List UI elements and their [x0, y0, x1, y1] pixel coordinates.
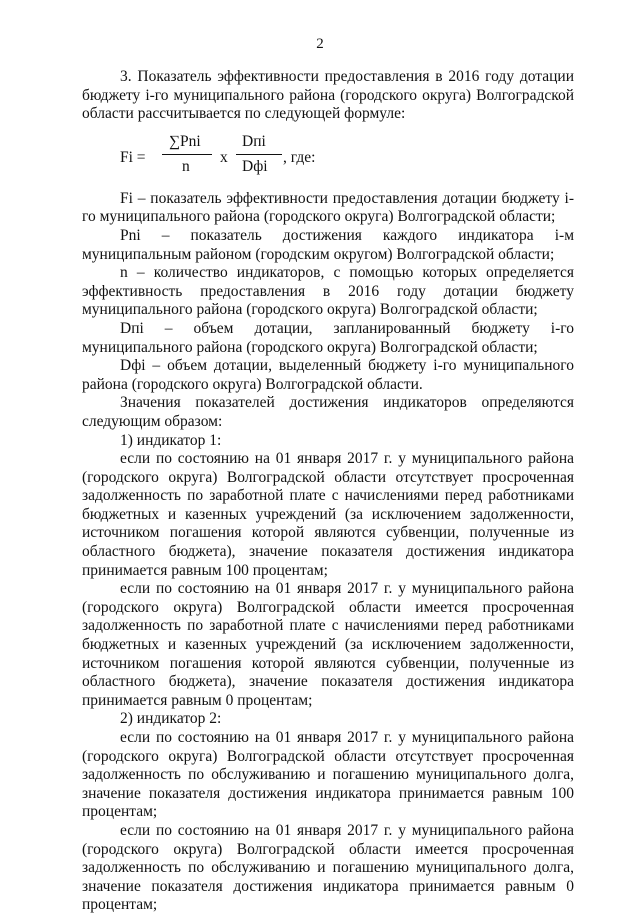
indicator-2-case-b: если по состоянию на 01 января 2017 г. у муниципального района (городского округа) Волгоградской области имеется просроченная задолженность по обслуживанию и погашению муниципального долга, значение показателя достижения индикатора принимается равным 0 процентам; — [82, 821, 574, 914]
definition-dp: Dпi – объем дотации, запланированный бюджету i-го муниципального района (городского округа) Волгоградской области; — [82, 319, 574, 356]
indicator-1-case-b: если по состоянию на 01 января 2017 г. у муниципального района (городского округа) Волгоградской области имеется просроченная задолженность по заработной плате с начислениями перед работниками бюджетных и казенных учреждений (за исключением задолженности, источником погашения которой являются субвенции, полученные из областного бюджета), значение показателя достижения индикатора принимается равным 0 процентам; — [82, 580, 574, 709]
paragraph-intro: 3. Показатель эффективности предоставления в 2016 году дотации бюджету i-го муниципального района (городского округа) Волгоградской области рассчитывается по следующей формуле: — [82, 68, 574, 123]
indicator-2-case-a: если по состоянию на 01 января 2017 г. у муниципального района (городского округа) Волгоградской области отсутствует просроченная задолженность по обслуживанию и погашению муниципального долга, значение показателя достижения индикатора принимается равным 100 процентам; — [82, 729, 574, 821]
definition-f: Fi – показатель эффективности предоставления дотации бюджету i-го муниципального района (городского округа) Волгоградской области; — [82, 189, 574, 226]
formula-denominator-2: Dфi — [242, 157, 268, 175]
formula-lhs: Fi = — [120, 148, 146, 166]
definition-pn: Pni – показатель достижения каждого индикатора i-м муниципальным районом (городским округом) Волгоградской области; — [82, 226, 574, 263]
indicator-1-case-a: если по состоянию на 01 января 2017 г. у муниципального района (городского округа) Волгоградской области отсутствует просроченная задолженность по заработной плате с начислениями перед работниками бюджетных и казенных учреждений (за исключением задолженности, источником погашения которой являются субвенции, полученные из областного бюджета), значение показателя достижения индикатора принимается равным 100 процентам; — [82, 450, 574, 579]
indicator-1-heading: 1) индикатор 1: — [120, 431, 222, 449]
formula-denominator-1: n — [182, 157, 190, 175]
formula-numerator-2: Dпi — [242, 132, 266, 150]
definition-df: Dфi – объем дотации, выделенный бюджету i-го муниципального района (городского округа) Волгоградской области. — [82, 357, 574, 393]
fraction-bar-2 — [236, 154, 282, 155]
formula-tail: , где: — [283, 148, 316, 166]
values-intro: Значения показателей достижения индикаторов определяются следующим образом: — [82, 394, 574, 430]
formula-times: x — [220, 148, 228, 166]
definition-n: n – количество индикаторов, с помощью которых определяется эффективность предоставления в 2016 году дотации бюджету муниципального района (городского округа) Волгоградской области; — [82, 264, 574, 319]
efficiency-formula — [82, 130, 574, 186]
document-body — [82, 68, 574, 915]
page-number: 2 — [316, 36, 324, 52]
formula-numerator-1: ∑Pni — [169, 132, 201, 150]
fraction-bar-1 — [162, 154, 212, 155]
indicator-2-heading: 2) индикатор 2: — [120, 710, 222, 728]
